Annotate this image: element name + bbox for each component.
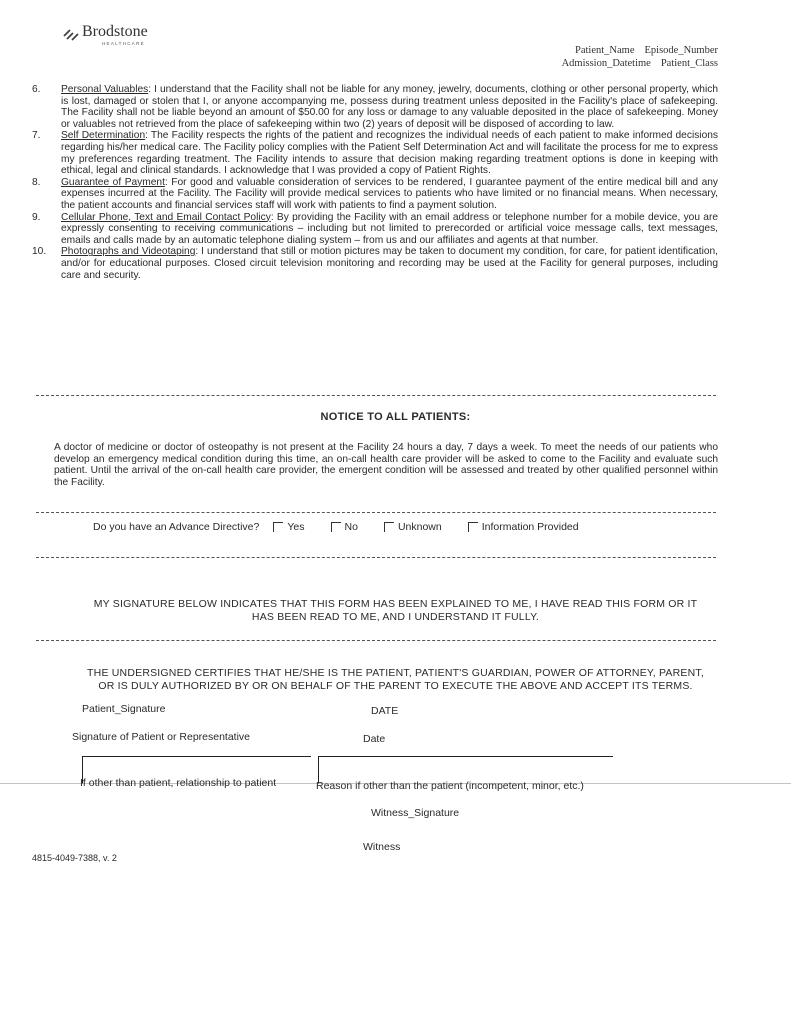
date-field[interactable]: DATE [371,705,399,717]
checkbox-icon[interactable] [468,522,478,532]
signature-label: Signature of Patient or Representative [72,731,251,743]
term-number: 10. [32,246,47,258]
option-yes[interactable] [273,521,304,533]
certification-line2: OR IS DULY AUTHORIZED BY OR ON BEHALF OF THE PARENT TO EXECUTE THE ABOVE AND ACCEPT ITS TERMS. [98,679,693,692]
patient-name-field: Patient_Name [575,45,635,56]
date-label: Date [363,733,386,745]
term-item-payment [32,177,718,212]
term-number: 8. [32,176,41,188]
term-title: Guarantee of Payment [61,176,165,188]
term-number: 7. [32,130,41,142]
patient-class-field: Patient_Class [660,58,718,69]
option-information-provided[interactable] [468,521,579,533]
option-label: Unknown [397,521,442,533]
patient-header-fields [552,44,718,70]
signature-statement-line2: HAS BEEN READ TO ME, AND I UNDERSTAND IT FULLY. [251,610,540,623]
term-text: : For good and valuable consideration of services to be rendered, I guarantee payment of the entire medical bill and any expenses incurred at the Facility. The Facility will provide medical services to patients who have limited or no financial means. When necessary, the patient accounts and financial services staff will work with patients to find a payment solution. [61,176,718,211]
term-text: : By providing the Facility with an email address or telephone number for a mobile device, you are expressly consenting to receiving communications – including but not limited to prerecorded or artificial voice message calls, text messages, emails and calls made by an automatic telephone dialing system – from us and our affiliates and agents at that number. [61,211,719,246]
signature-statement [0,598,791,623]
advance-directive-question: Do you have an Advance Directive? [93,521,260,533]
checkbox-icon[interactable] [331,522,341,532]
option-no[interactable] [331,521,358,533]
option-label: No [344,521,358,533]
checkbox-icon[interactable] [384,522,394,532]
option-unknown[interactable] [384,521,442,533]
brand-name: Brodstone [82,23,148,40]
section-divider [36,557,716,558]
term-title: Personal Valuables [61,84,149,95]
term-title: Self Determination [61,130,146,142]
term-text: : The Facility respects the rights of the patient and recognizes the individual needs of each patient to make informed decisions regarding his/her medical care. The Facility policy complies with the Patient Self Determination Act and will facilitate the process for me to express my preferences regarding treatment. The Facility intends to assure that decision making regarding treatment options is done in keeping with ethical, legal and clinical standards. I acknowledge that I was provided a copy of Patient Rights. [61,130,718,177]
term-item-contact-policy [32,212,718,247]
patient-signature-field[interactable]: Patient_Signature [82,703,166,715]
episode-number-field: Episode_Number [644,45,718,56]
certification-statement [0,667,791,692]
signature-statement-line1: MY SIGNATURE BELOW INDICATES THAT THIS FORM HAS BEEN EXPLAINED TO ME, I HAVE READ THIS FORM OR IT [93,598,698,610]
section-divider [36,640,716,641]
term-number: 6. [32,84,41,95]
brand-logo [62,24,148,46]
relationship-label: If other than patient, relationship to patient [80,777,277,789]
term-title: Cellular Phone, Text and Email Contact Policy [61,211,271,223]
brand-subtitle: HEALTHCARE [102,41,145,46]
witness-signature-field[interactable]: Witness_Signature [371,807,460,819]
terms-list [32,84,718,281]
term-text: : I understand that the Facility shall not be liable for any money, jewelry, documents, clothing or other personal property, which is lost, damaged or stolen that I, or anyone accompanying me, possess during treatment unless deposited in the Facility's place of safekeeping. The Facility shall not be liable beyond an amount of $50.00 for any loss or damage to any valuable deposited in the place of safekeeping. Money or valuables not retrieved from the place of safekeeping within two (2) years of deposit will be disposed of according to law. [61,84,718,130]
term-item-self-determination [32,130,718,176]
section-divider [36,512,716,513]
document-id: 4815-4049-7388, v. 2 [32,853,117,863]
option-label: Yes [287,521,305,533]
witness-label: Witness [363,841,401,853]
term-title: Photographs and Videotaping [61,246,196,258]
checkbox-icon[interactable] [273,522,283,532]
term-number: 9. [32,211,41,223]
term-text: : I understand that still or motion pictures may be taken to document my condition, for care, for patient identification, and/or for educational purposes. Closed circuit television monitoring and recording may be used at the Facility for general purposes, including care and security. [61,246,718,281]
section-divider [36,395,716,396]
option-label: Information Provided [481,521,579,533]
term-item-valuables [32,84,718,130]
term-item-photographs [32,246,718,281]
admission-datetime-field: Admission_Datetime [561,58,651,69]
advance-directive-row [93,521,579,533]
reason-label: Reason if other than the patient (incompetent, minor, etc.) [316,780,584,792]
notice-body: A doctor of medicine or doctor of osteopathy is not present at the Facility 24 hours a day, 7 days a week. To meet the needs of our patients who develop an emergency medical condition during this time, an on-call health care provider will be asked to come to the Facility and evaluate such patient. Until the arrival of the on-call health care provider, the emergent condition will be assessed and treated by other qualified personnel within the Facility. [54,442,718,488]
brand-mark-icon [62,26,80,44]
notice-title: NOTICE TO ALL PATIENTS: [320,411,471,423]
certification-line1: THE UNDERSIGNED CERTIFIES THAT HE/SHE IS THE PATIENT, PATIENT'S GUARDIAN, POWER OF ATTORNEY, PARENT, [87,667,704,679]
